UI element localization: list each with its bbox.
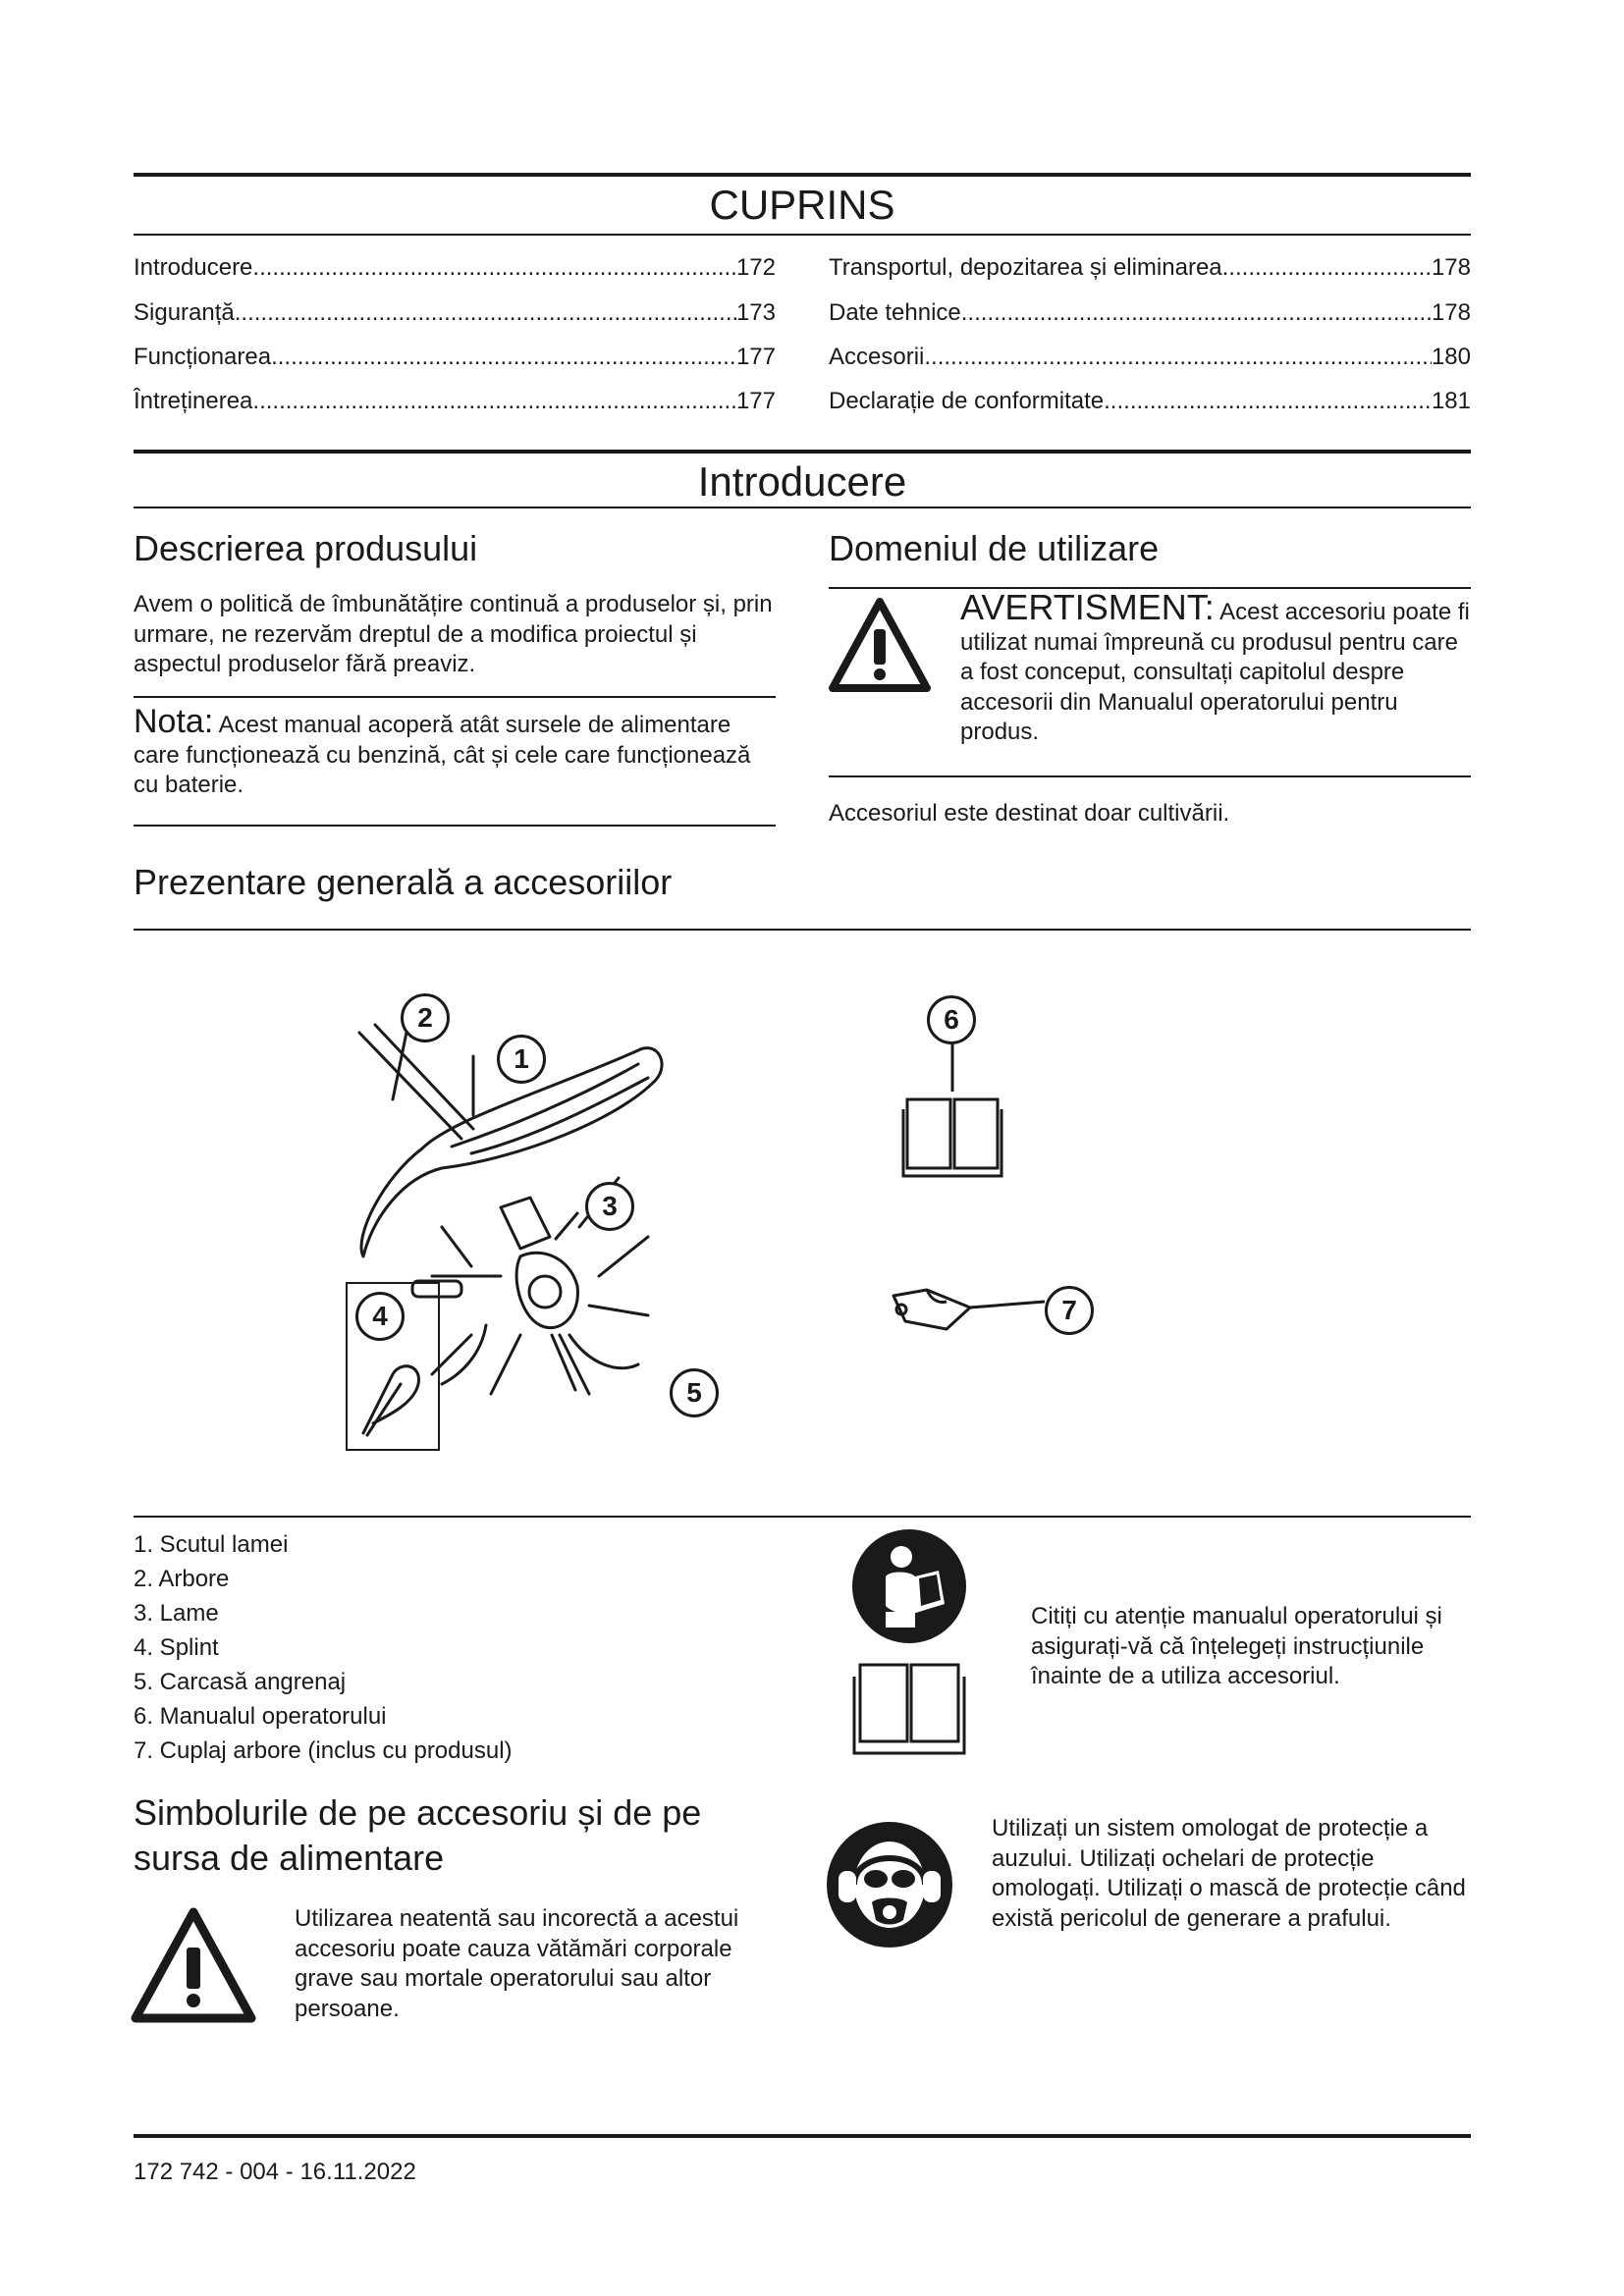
split-pin-illustration <box>353 1355 430 1441</box>
list-item: 4. Splint <box>134 1634 219 1661</box>
product-description-heading: Descrierea produsului <box>134 528 478 568</box>
toc-entry-label: Introducere <box>134 254 253 281</box>
toc-entry[interactable] <box>829 298 1471 328</box>
toc-entry[interactable] <box>134 343 776 372</box>
toc-top-rule <box>134 173 1471 177</box>
callout-6: 6 <box>927 995 976 1044</box>
product-description-text: Avem o politică de îmbunătățire continuă a produselor și, prin urmare, ne rezervăm dreptul de a modifica proiectul și aspectul produselor fără preaviz. <box>134 591 773 677</box>
warning-label: AVERTISMENT: <box>960 587 1215 627</box>
toc-entry-label: Întreținerea <box>134 388 253 414</box>
divider <box>134 929 1471 931</box>
warning-triangle-icon <box>827 596 933 694</box>
toc-entry[interactable] <box>829 253 1471 283</box>
toc-entry-label: Declarație de conformitate <box>829 388 1105 414</box>
toc-bottom-rule <box>134 234 1471 236</box>
toc-entry-label: Siguranță <box>134 299 235 326</box>
protection-text: Utilizați un sistem omologat de protecție a auzului. Utilizați ochelari de protecție omologați. Utilizați o mască de protecție când există pericolul de generare a prafului. <box>992 1815 1466 1932</box>
callout-7: 7 <box>1045 1286 1094 1335</box>
toc-entry-label: Funcționarea <box>134 344 272 370</box>
note-text: Acest manual acoperă atât sursele de alimentare care funcționează cu benzină, cât și cele care funcționează cu baterie. <box>134 712 751 798</box>
toc-entry[interactable] <box>134 298 776 328</box>
callout-4: 4 <box>355 1292 405 1341</box>
toc-entry-page: 177 <box>735 388 776 414</box>
toc-entry-page: 180 <box>1431 344 1471 370</box>
parts-list <box>134 1527 782 1768</box>
doc-code: 172 742 - 004 - 16.11.2022 <box>134 2159 416 2185</box>
book-icon <box>901 1044 1003 1178</box>
footer-rule <box>134 2134 1471 2138</box>
intended-use-text: Accesoriul este destinat doar cultivării. <box>829 800 1230 827</box>
divider <box>134 825 776 827</box>
toc-entry-page: 177 <box>735 344 776 370</box>
list-item: 6. Manualul operatorului <box>134 1703 387 1730</box>
list-item: 1. Scutul lamei <box>134 1531 289 1558</box>
callout-2: 2 <box>401 993 450 1042</box>
toc-entry-label: Accesorii <box>829 344 925 370</box>
read-manual-text: Citiți cu atenție manualul operatorului și asigurați-vă că înțelegeți instrucțiunile înainte de a utiliza accesoriul. <box>1031 1603 1442 1689</box>
intro-bottom-rule <box>134 507 1471 508</box>
list-item: 2. Arbore <box>134 1566 230 1592</box>
toc-entry-label: Date tehnice <box>829 299 961 326</box>
toc-entry-label: Transportul, depozitarea și eliminarea <box>829 254 1222 281</box>
read-manual-icon <box>850 1527 968 1645</box>
toc-entry-page: 178 <box>1431 299 1471 326</box>
list-item: 3. Lame <box>134 1600 219 1627</box>
list-item: 5. Carcasă angrenaj <box>134 1669 347 1695</box>
toc-entry-page: 173 <box>735 299 776 326</box>
callout-3: 3 <box>585 1182 634 1231</box>
book-icon <box>850 1657 968 1759</box>
note-block <box>134 703 782 801</box>
toc-entry[interactable] <box>134 253 776 283</box>
protective-equipment-icon <box>825 1820 954 1949</box>
toc-entry[interactable] <box>829 387 1471 416</box>
toc-entry-page: 181 <box>1431 388 1471 414</box>
symbol-warning-text: Utilizarea neatentă sau incorectă a acestui accesoriu poate cauza vătămări corporale grave sau mortale operatorului sau altor persoane. <box>295 1905 739 2022</box>
note-label: Nota: <box>134 703 214 740</box>
divider <box>134 696 776 698</box>
callout-1: 1 <box>497 1035 546 1084</box>
toc-title: CUPRINS <box>709 182 895 228</box>
divider <box>134 1516 1471 1518</box>
symbols-heading: Simbolurile de pe accesoriu și de pe sursa de alimentare <box>134 1792 702 1878</box>
toc-entry[interactable] <box>134 387 776 416</box>
overview-heading: Prezentare generală a accesoriilor <box>134 862 673 902</box>
list-item: 7. Cuplaj arbore (inclus cu produsul) <box>134 1737 513 1764</box>
intended-use-heading: Domeniul de utilizare <box>829 528 1160 568</box>
section-title: Introducere <box>697 458 907 505</box>
callout-5: 5 <box>670 1368 719 1417</box>
toc-entry-page: 178 <box>1431 254 1471 281</box>
divider <box>829 775 1471 777</box>
warning-text: Acest accesoriu poate fi utilizat numai împreună cu produsul pentru care a fost conceput, consultați capitolul despre accesorii din Manualul operatorului pentru produs. <box>960 599 1470 745</box>
warning-triangle-icon <box>128 1904 259 2026</box>
warning-block <box>960 587 1473 748</box>
toc-entry-page: 172 <box>735 254 776 281</box>
shaft-coupling-icon <box>888 1282 1051 1341</box>
intro-top-rule <box>134 450 1471 454</box>
toc-entry[interactable] <box>829 343 1471 372</box>
